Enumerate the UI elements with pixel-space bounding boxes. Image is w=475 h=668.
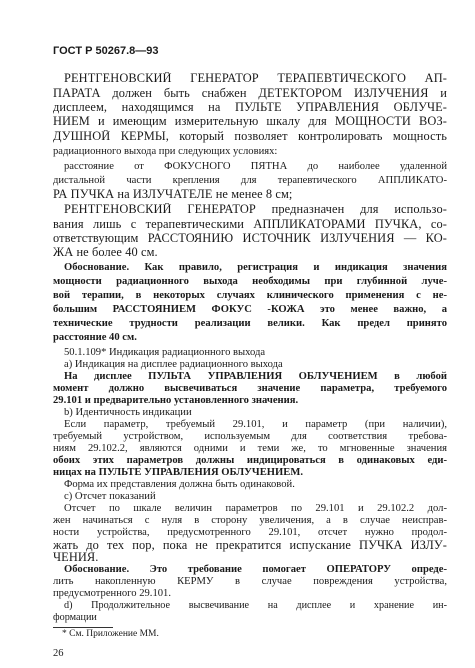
text-line: мощности радиационного выхода необходимы при глубинной луче- bbox=[53, 276, 447, 287]
text-line: РА ПУЧКА на ИЗЛУЧАТЕЛЕ не менее 8 см; bbox=[53, 188, 293, 201]
text-line: жать до тех пор, пока не прекратится испускание ПУЧКА ИЗЛУ- bbox=[53, 539, 447, 552]
subsection-heading: а) Индикация на дисплее радиационного выхода bbox=[64, 359, 283, 370]
footnote-rule bbox=[53, 627, 113, 628]
text-line: НИЕМ и имеющим измерительную шкалу для МОЩНОСТИ ВОЗ- bbox=[53, 115, 447, 128]
text-line: большим РАССТОЯНИЕМ ФОКУС -КОЖА это менее важно, а bbox=[53, 304, 447, 315]
text-line: РЕНТГЕНОВСКИЙ ГЕНЕРАТОР ТЕРАПЕВТИЧЕСКОГО АП- bbox=[64, 72, 447, 85]
text-line: расстояние от ФОКУСНОГО ПЯТНА до наиболее удаленной bbox=[64, 161, 447, 172]
text-line: На дисплее ПУЛЬТА УПРАВЛЕНИЯ ОБЛУЧЕНИЕМ в любой bbox=[64, 371, 447, 382]
subsection-heading: с) Отсчет показаний bbox=[64, 491, 156, 502]
text-line: дистальной части крепления для терапевтического АППЛИКАТО- bbox=[53, 175, 447, 186]
text-line: ЖА не более 40 см. bbox=[53, 246, 158, 259]
section-heading: 50.1.109* Индикация радиационного выхода bbox=[64, 347, 266, 358]
text-line: лить накопленную КЕРМУ в случае повреждения устройства, bbox=[53, 576, 447, 587]
text-line: расстояние 40 см. bbox=[53, 332, 137, 343]
text-line: ниям 29.102.2, являются одними и теми же, то мгновенные значения bbox=[53, 443, 447, 454]
subsection-heading: b) Идентичность индикации bbox=[64, 407, 192, 418]
text-line: технические трудности реализации велики. Как предел принято bbox=[53, 318, 447, 329]
text-line: момент должно высвечиваться значение параметра, требуемого bbox=[53, 383, 447, 394]
text-line: Обоснование. Это требование помогает ОПЕРАТОРУ опреде- bbox=[64, 564, 447, 575]
text-line: ницах на ПУЛЬТЕ УПРАВЛЕНИЯ ОБЛУЧЕНИЕМ. bbox=[53, 467, 303, 478]
text-line: 29.101 и предварительно установленного значения. bbox=[53, 395, 299, 406]
text-line: ЧЕНИЯ. bbox=[53, 551, 99, 564]
text-line: радиационного выхода при следующих условиях: bbox=[53, 146, 278, 157]
text-line: ДУШНОЙ КЕРМЫ, который позволяет контролировать мощность bbox=[53, 130, 447, 143]
text-line: требуемый устройством, используемым для соответствия требова- bbox=[53, 431, 447, 442]
text-line: дисплеем, находящимся на ПУЛЬТЕ УПРАВЛЕНИЯ ОБЛУЧЕ- bbox=[53, 101, 447, 114]
text-line: вой терапии, в некоторых случаях клинического применения с не- bbox=[53, 290, 447, 301]
text-line: Форма их представления должна быть одинаковой. bbox=[64, 479, 295, 490]
page-number: 26 bbox=[53, 648, 64, 659]
text-line: предусмотренного 29.101. bbox=[53, 588, 171, 599]
text-line: жен начинаться с нуля в сторону увеличения, а в случае неисправ- bbox=[53, 515, 447, 526]
text-line: d) Продолжительное высвечивание на дисплее и хранение ин- bbox=[64, 600, 447, 611]
text-line: вания лишь с терапевтическими АППЛИКАТОРАМИ ПУЧКА, со- bbox=[53, 218, 447, 231]
text-line: Если параметр, требуемый 29.101, и параметр (при наличии), bbox=[64, 419, 447, 430]
document-header: ГОСТ Р 50267.8—93 bbox=[53, 45, 159, 57]
text-line: ПАРАТА должен быть снабжен ДЕТЕКТОРОМ ИЗЛУЧЕНИЯ и bbox=[53, 87, 447, 100]
text-line: формации bbox=[53, 612, 97, 623]
text-line: ответствующим РАССТОЯНИЮ ИСТОЧНИК ИЗЛУЧЕНИЯ — КО- bbox=[53, 232, 447, 245]
text-line: обоих этих параметров должны индицироваться в одинаковых еди- bbox=[53, 455, 447, 466]
text-line: Обоснование. Как правило, регистрация и индикация значения bbox=[64, 262, 447, 273]
text-line: РЕНТГЕНОВСКИЙ ГЕНЕРАТОР предназначен для использо- bbox=[64, 203, 447, 216]
text-line: Отсчет по шкале величин параметров по 29.101 и 29.102.2 дол- bbox=[64, 503, 447, 514]
footnote: * См. Приложение ММ. bbox=[62, 629, 159, 639]
text-line: ности устройства, предусмотренного 29.101, отсчет нужно продол- bbox=[53, 527, 447, 538]
